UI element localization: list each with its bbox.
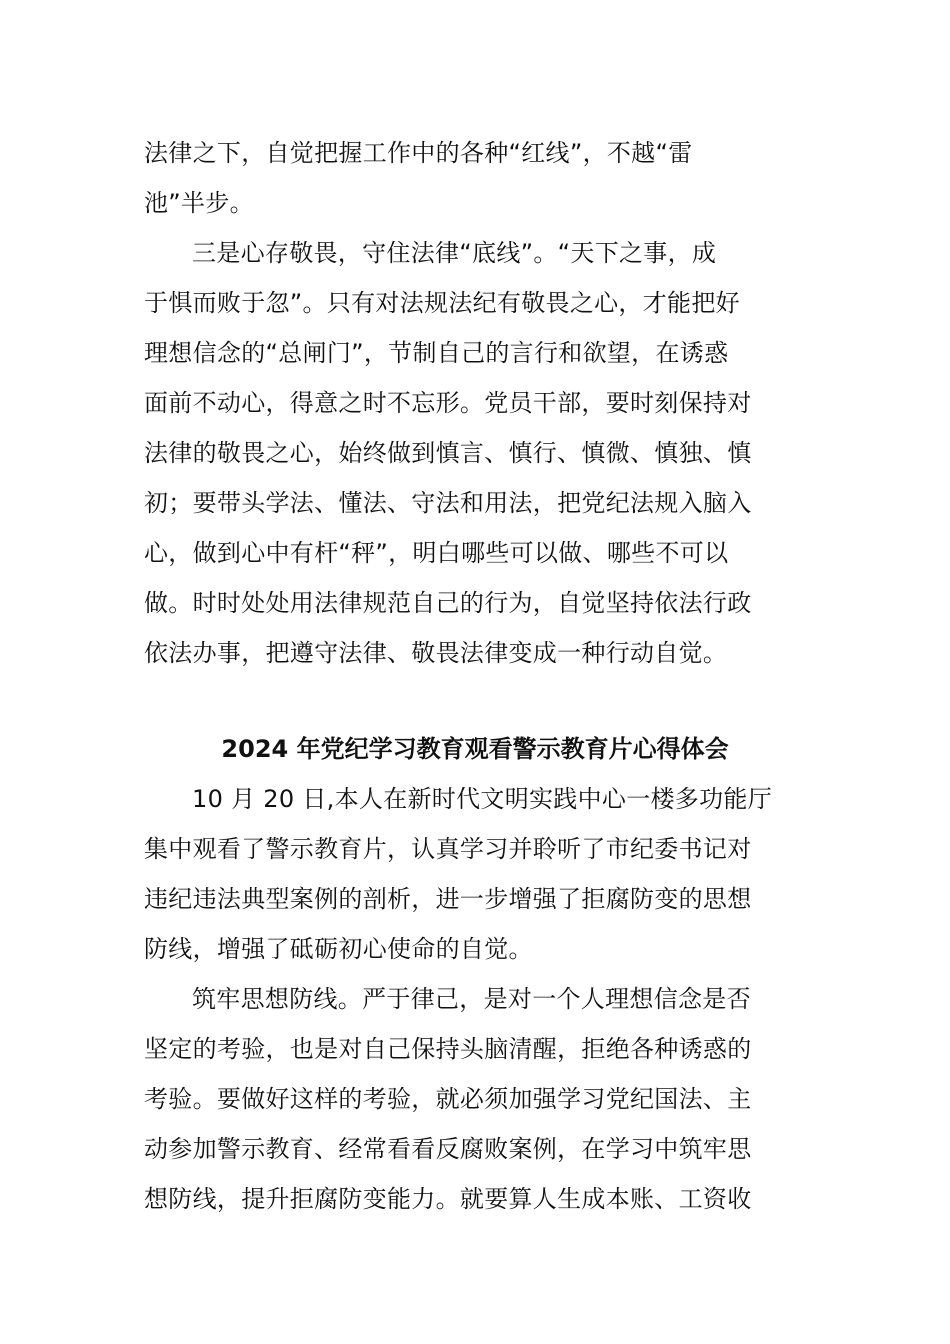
paragraph-line: 筑牢思想防线。严于律己，是对一个人理想信念是否 <box>192 985 751 1013</box>
paragraph-line: 防线，增强了砥砺初心使命的自觉。 <box>144 935 533 963</box>
paragraph-line: 依法办事，把遵守法律、敬畏法律变成一种行动自觉。 <box>144 639 728 667</box>
paragraph-line: 做。时时处处用法律规范自己的行为，自觉坚持依法行政 <box>144 589 752 617</box>
paragraph-line: 坚定的考验，也是对自己保持头脑清醒，拒绝各种诱惑的 <box>144 1035 752 1063</box>
paragraph-line: 考验。要做好这样的考验，就必须加强学习党纪国法、主 <box>144 1085 752 1113</box>
paragraph-line: 违纪违法典型案例的剖析，进一步增强了拒腐防变的思想 <box>144 885 752 913</box>
paragraph-line: 池”半步。 <box>144 189 254 217</box>
paragraph-line: 集中观看了警示教育片，认真学习并聆听了市纪委书记对 <box>144 835 752 863</box>
paragraph-line: 想防线，提升拒腐防变能力。就要算人生成本账、工资收 <box>144 1185 752 1213</box>
paragraph-line: 10 月 20 日,本人在新时代文明实践中心一楼多功能厅 <box>192 785 772 813</box>
paragraph-line: 理想信念的“总闸门”，节制自己的言行和欲望，在诱惑 <box>144 339 729 367</box>
paragraph-line: 法律的敬畏之心，始终做到慎言、慎行、慎微、慎独、慎 <box>144 439 752 467</box>
paragraph-line: 于惧而败于忽”。只有对法规法纪有敬畏之心，才能把好 <box>144 289 740 317</box>
paragraph-line: 动参加警示教育、经常看看反腐败案例，在学习中筑牢思 <box>144 1135 752 1163</box>
article-heading: 2024 年党纪学习教育观看警示教育片心得体会 <box>221 735 729 763</box>
paragraph-line: 法律之下，自觉把握工作中的各种“红线”，不越“雷 <box>144 139 693 167</box>
paragraph-line: 面前不动心，得意之时不忘形。党员干部，要时刻保持对 <box>144 389 752 417</box>
paragraph-line: 心，做到心中有杆“秤”，明白哪些可以做、哪些不可以 <box>144 539 729 567</box>
paragraph-line: 三是心存敬畏，守住法律“底线”。“天下之事，成 <box>192 239 717 267</box>
paragraph-line: 初；要带头学法、懂法、守法和用法，把党纪法规入脑入 <box>144 489 752 517</box>
